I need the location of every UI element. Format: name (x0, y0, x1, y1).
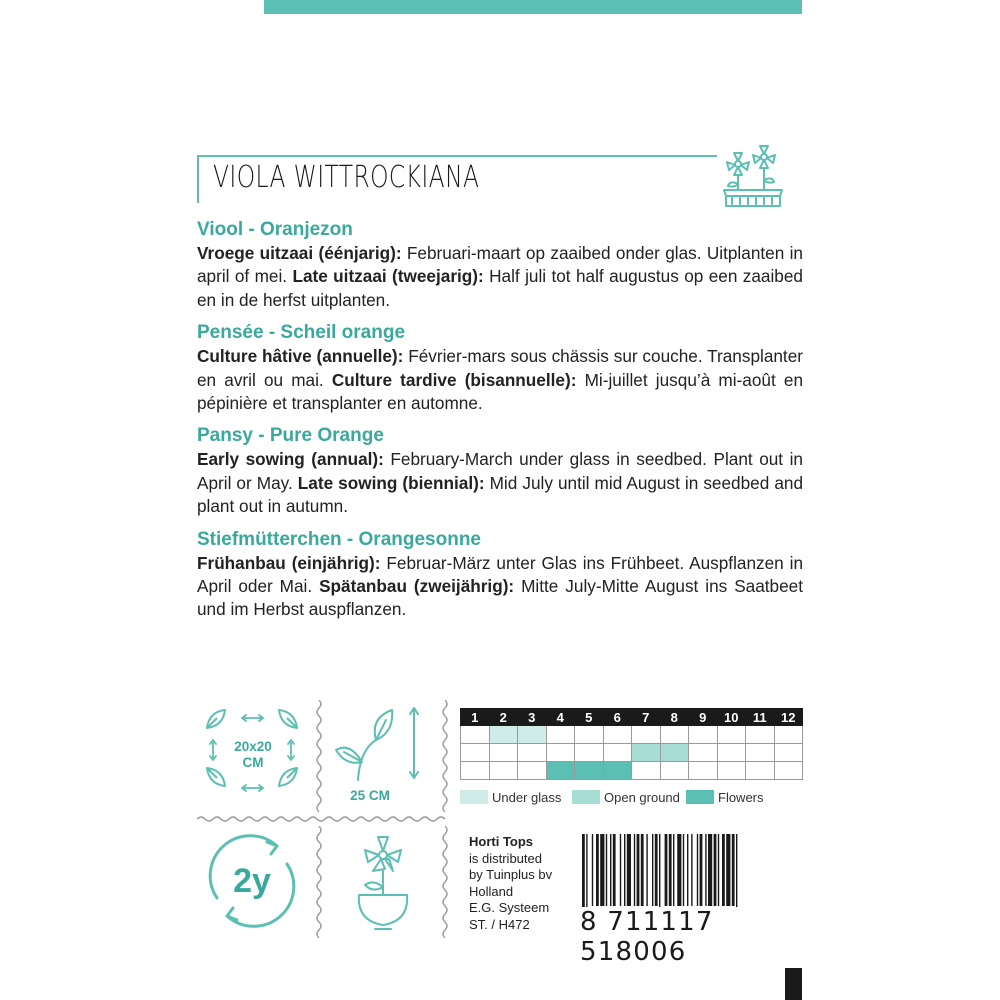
barcode-bar (669, 834, 672, 906)
calendar-cell (603, 744, 632, 762)
barcode-bar (726, 834, 730, 906)
top-accent-bar (264, 0, 802, 14)
calendar-cell (717, 744, 746, 762)
calendar-cell (461, 744, 490, 762)
calendar-cell (774, 726, 803, 744)
bold-term: Spätanbau (zweijährig): (319, 576, 515, 597)
calendar-cell (461, 726, 490, 744)
potted-plant-icon (335, 825, 435, 935)
month-cell: 4 (546, 709, 575, 726)
calendar-cell (575, 762, 604, 780)
bold-term: Late sowing (biennial): (297, 472, 485, 493)
calendar-cell (774, 744, 803, 762)
month-cell: 1 (461, 709, 490, 726)
plain-text: Half juli tot half augustus op een zaaibed en in de herfst uitplanten. (197, 266, 803, 310)
calendar-cell (546, 726, 575, 744)
lifecycle-label: 2y (233, 862, 271, 900)
month-cell: 7 (632, 709, 661, 726)
calendar-cell (774, 762, 803, 780)
under-glass-label: Under glass (492, 790, 562, 805)
barcode-bar (677, 834, 681, 906)
barcode-bar (714, 834, 717, 906)
barcode-bar (610, 834, 611, 906)
flowers-row (461, 762, 803, 780)
calendar-cell (632, 726, 661, 744)
wavy-divider (440, 700, 450, 812)
under-glass-row (461, 726, 803, 744)
barcode-bar (691, 834, 692, 906)
calendar-header-row (461, 709, 803, 726)
calendar-cell (518, 726, 547, 744)
wavy-divider (314, 826, 324, 938)
barcode-bar (606, 834, 607, 906)
calendar-cell (746, 744, 775, 762)
open-ground-row (461, 744, 803, 762)
wavy-divider (440, 826, 450, 938)
barcode-bar (708, 834, 712, 906)
month-cell: 8 (660, 709, 689, 726)
bold-term: Early sowing (annual): (197, 449, 384, 470)
month-cell: 3 (518, 709, 547, 726)
plain-text: Februari-maart op zaaibed onder glas. Uitplanten in april of mei. (197, 243, 803, 287)
seed-tray-icon (718, 140, 788, 212)
barcode-number: 8 711117 518006 (578, 907, 800, 967)
distributor-info (469, 834, 552, 933)
calendar-cell (603, 726, 632, 744)
distributor-line: ST. / H472 (469, 916, 530, 932)
calendar-cell (575, 744, 604, 762)
barcode-bar (634, 834, 635, 906)
calendar-cell (489, 726, 518, 744)
month-cell: 6 (603, 709, 632, 726)
plain-text: Mi-juillet jusqu’à mi-août en pépinière et transplanter en automne. (197, 369, 803, 414)
barcode-bar (592, 834, 593, 906)
calendar-cell (461, 762, 490, 780)
calendar-legend (460, 789, 803, 807)
calendar-cell (489, 744, 518, 762)
barcode-bar (624, 834, 625, 906)
wavy-divider (197, 814, 447, 824)
bold-term: Vroege uitzaai (éénjarig): (197, 243, 402, 263)
barcode-bar (683, 834, 684, 906)
distributor-line: by Tuinplus bv (469, 867, 553, 882)
flowers-label: Flowers (718, 790, 764, 805)
section-text (197, 242, 803, 312)
plain-text: Mitte July-Mitte August ins Saatbeet und im Herbst auspflanzen. (197, 576, 804, 620)
section-heading: Stiefmütterchen - Orangesonne (197, 528, 481, 550)
distributor-line: Holland (469, 883, 514, 899)
description-sections (197, 218, 803, 631)
section-heading: Pansy - Pure Orange (197, 425, 384, 447)
barcode-bar (687, 834, 688, 906)
barcode-bar (655, 834, 658, 906)
calendar-cell (689, 762, 718, 780)
plain-text: Februar-März unter Glas ins Frühbeet. Auspflanzen in April oder Mai. (197, 552, 804, 597)
under-glass-swatch (460, 790, 488, 804)
spacing-label (223, 739, 283, 771)
barcode-bar (620, 834, 621, 906)
barcode-bar (646, 834, 647, 906)
bold-term: Culture hâtive (annuelle): (197, 346, 404, 367)
spacing-value: 20x20 (234, 739, 272, 754)
plain-text: February-March under glass in seedbed. Plant out in April or May. (197, 449, 803, 493)
bold-term: Frühanbau (einjährig): (197, 552, 381, 573)
barcode-bar (637, 834, 640, 906)
month-cell: 9 (689, 709, 718, 726)
open-ground-label: Open ground (604, 790, 680, 805)
calendar-cell (546, 744, 575, 762)
distributor-line: is distributed (469, 850, 542, 866)
barcode-bar (722, 834, 725, 906)
section-heading: Viool - Oranjezon (197, 219, 353, 240)
calendar-cell (603, 762, 632, 780)
calendar-cell (632, 762, 661, 780)
calendar-cell (689, 744, 718, 762)
calendar-cell (689, 726, 718, 744)
calendar-cell (575, 726, 604, 744)
height-label: 25 CM (350, 788, 390, 803)
calendar-cell (660, 762, 689, 780)
section-text (197, 448, 803, 518)
wavy-divider (314, 700, 324, 812)
section-french (197, 321, 803, 415)
plain-text: Février-mars sous chässis sur couche. Transplanter en avril ou mai. (197, 346, 803, 390)
barcode-bar (718, 834, 719, 906)
bold-term: Culture tardive (bisannuelle): (331, 369, 577, 390)
calendar-cell (489, 762, 518, 780)
barcode-bar (665, 834, 668, 906)
brand-name: Horti Tops (469, 834, 534, 849)
barcode-bar (697, 834, 698, 906)
barcode-bar (613, 834, 616, 906)
open-ground-swatch (572, 790, 600, 804)
distributor-line: E.G. Systeem (469, 900, 550, 915)
calendar-cell (717, 762, 746, 780)
species-title: VIOLA WITTROCKIANA (213, 160, 480, 195)
barcode-bar (652, 834, 653, 906)
calendar-cell (660, 744, 689, 762)
spacing-unit: CM (242, 755, 264, 770)
plain-text: Mid July until mid August in seedbed and plant out in autumn. (197, 472, 804, 517)
calendar-cell (632, 744, 661, 762)
barcode-bar (600, 834, 604, 906)
barcode-bar (732, 834, 735, 906)
calendar-cell (746, 762, 775, 780)
flowers-swatch (686, 790, 714, 804)
section-heading: Pensée - Scheil orange (197, 322, 406, 344)
month-cell: 5 (575, 709, 604, 726)
calendar-cell (518, 762, 547, 780)
month-cell: 11 (746, 709, 775, 726)
barcode-bar (700, 834, 703, 906)
section-text (197, 345, 803, 415)
section-dutch (197, 218, 803, 312)
black-tab-mark (785, 968, 802, 1000)
bold-term: Late uitzaai (tweejarig): (292, 266, 484, 287)
calendar-cell (660, 726, 689, 744)
calendar-cell (746, 726, 775, 744)
section-english (197, 424, 803, 518)
section-german (197, 528, 803, 622)
calendar-cell (546, 762, 575, 780)
calendar-cell (717, 726, 746, 744)
section-text (197, 552, 803, 622)
sowing-calendar (460, 708, 803, 780)
barcode-bar (627, 834, 631, 906)
barcode-bar (641, 834, 644, 906)
month-cell: 12 (774, 709, 803, 726)
calendar-cell (518, 744, 547, 762)
month-cell: 10 (717, 709, 746, 726)
barcode-bar (596, 834, 599, 906)
barcode-bar (705, 834, 706, 906)
month-cell: 2 (489, 709, 518, 726)
barcode-bar (673, 834, 674, 906)
